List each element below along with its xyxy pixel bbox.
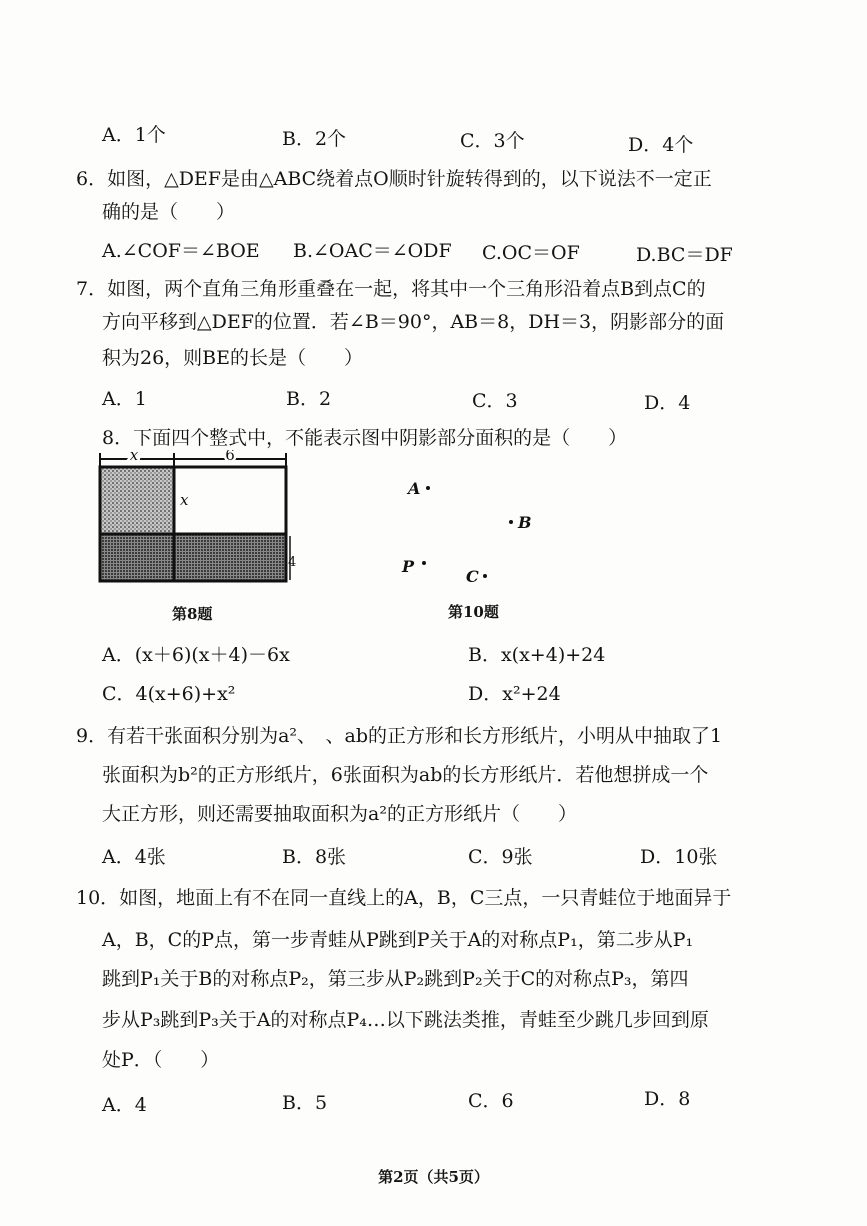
q10-stem-line5: 处P．（ ） — [102, 1049, 220, 1071]
q7-option-c: C．3 — [472, 390, 518, 412]
q6-option-d: D.BC＝DF — [636, 244, 733, 266]
fig10-label-a: A — [408, 479, 421, 498]
q7-stem-line3: 积为26，则BE的长是（ ） — [102, 347, 364, 369]
fig10-label-b: B — [518, 513, 532, 532]
q9-option-b: B．8张 — [282, 846, 347, 868]
q8-option-c: C．4(x+6)+x² — [102, 683, 236, 705]
q7-option-a: A．1 — [102, 388, 147, 410]
fig10-point-a — [426, 486, 430, 490]
q5-option-d: D．4个 — [628, 134, 694, 156]
figure-10 — [398, 472, 538, 592]
q6-option-a: A.∠COF＝∠BOE — [102, 240, 260, 262]
q10-stem-line3: 跳到P₁关于B的对称点P₂，第三步从P₂跳到P₂关于C的对称点P₃，第四 — [102, 968, 689, 990]
q9-stem-line2: 张面积为b²的正方形纸片，6张面积为ab的长方形纸片．若他想拼成一个 — [102, 764, 709, 786]
fig8-caption: 第8题 — [172, 605, 213, 623]
figure-8 — [96, 450, 296, 590]
q7-option-d: D．4 — [644, 392, 691, 414]
q9-stem-line3: 大正方形，则还需要抽取面积为a²的正方形纸片（ ） — [102, 803, 577, 825]
q5-option-c: C．3个 — [460, 130, 525, 152]
q10-option-d: D．8 — [644, 1088, 691, 1110]
q10-option-b: B．5 — [282, 1092, 328, 1114]
q8-stem: 8．下面四个整式中，不能表示图中阴影部分面积的是（ ） — [102, 427, 628, 449]
q8-option-a: A．(x＋6)(x＋4)－6x — [102, 644, 290, 666]
q7-stem-line2: 方向平移到△DEF的位置．若∠B＝90°，AB＝8，DH＝3，阴影部分的面 — [102, 311, 725, 333]
q7-option-b: B．2 — [286, 388, 332, 410]
q10-stem-line1: 10．如图，地面上有不在同一直线上的A，B，C三点，一只青蛙位于地面异于 — [76, 887, 732, 909]
q10-option-a: A．4 — [102, 1094, 147, 1116]
fig8-label-6: 6 — [225, 450, 235, 464]
q5-option-a: A．1个 — [102, 124, 166, 146]
q9-stem-line1: 9．有若干张面积分别为a²、 、ab的正方形和长方形纸片，小明从中抽取了1 — [76, 725, 723, 747]
q8-option-b: B．x(x+4)+24 — [468, 644, 606, 666]
q9-option-d: D．10张 — [640, 846, 718, 868]
q10-option-c: C．6 — [468, 1090, 514, 1112]
q9-option-c: C．9张 — [468, 846, 533, 868]
q10-stem-line4: 步从P₃跳到P₃关于A的对称点P₄…以下跳法类推，青蛙至少跳几步回到原 — [102, 1009, 709, 1031]
q6-stem-line1: 6．如图，△DEF是由△ABC绕着点O顺时针旋转得到的，以下说法不一定正 — [76, 168, 712, 190]
q6-option-c: C.OC＝OF — [482, 242, 580, 264]
q6-option-b: B.∠OAC＝∠ODF — [293, 240, 452, 262]
fig10-point-b — [509, 520, 513, 524]
q8-option-d: D．x²+24 — [468, 683, 561, 705]
fig8-label-x-top: x — [129, 450, 139, 464]
q6-stem-line2: 确的是（ ） — [102, 201, 236, 223]
fig8-label-x-side: x — [180, 491, 189, 509]
page-footer: 第2页（共5页） — [378, 1168, 489, 1186]
q7-stem-line1: 7．如图，两个直角三角形重叠在一起，将其中一个三角形沿着点B到点C的 — [76, 278, 706, 300]
fig10-caption: 第10题 — [448, 603, 499, 621]
q9-option-a: A．4张 — [102, 846, 166, 868]
q10-stem-line2: A，B，C的P点，第一步青蛙从P跳到P关于A的对称点P₁，第二步从P₁ — [102, 929, 694, 951]
fig10-label-c: C — [466, 567, 479, 586]
q5-option-b: B．2个 — [282, 128, 347, 150]
fig10-label-p: P — [402, 557, 415, 576]
fig10-point-c — [483, 574, 487, 578]
fig10-point-p — [422, 561, 426, 565]
fig8-label-4: 4 — [288, 555, 296, 570]
